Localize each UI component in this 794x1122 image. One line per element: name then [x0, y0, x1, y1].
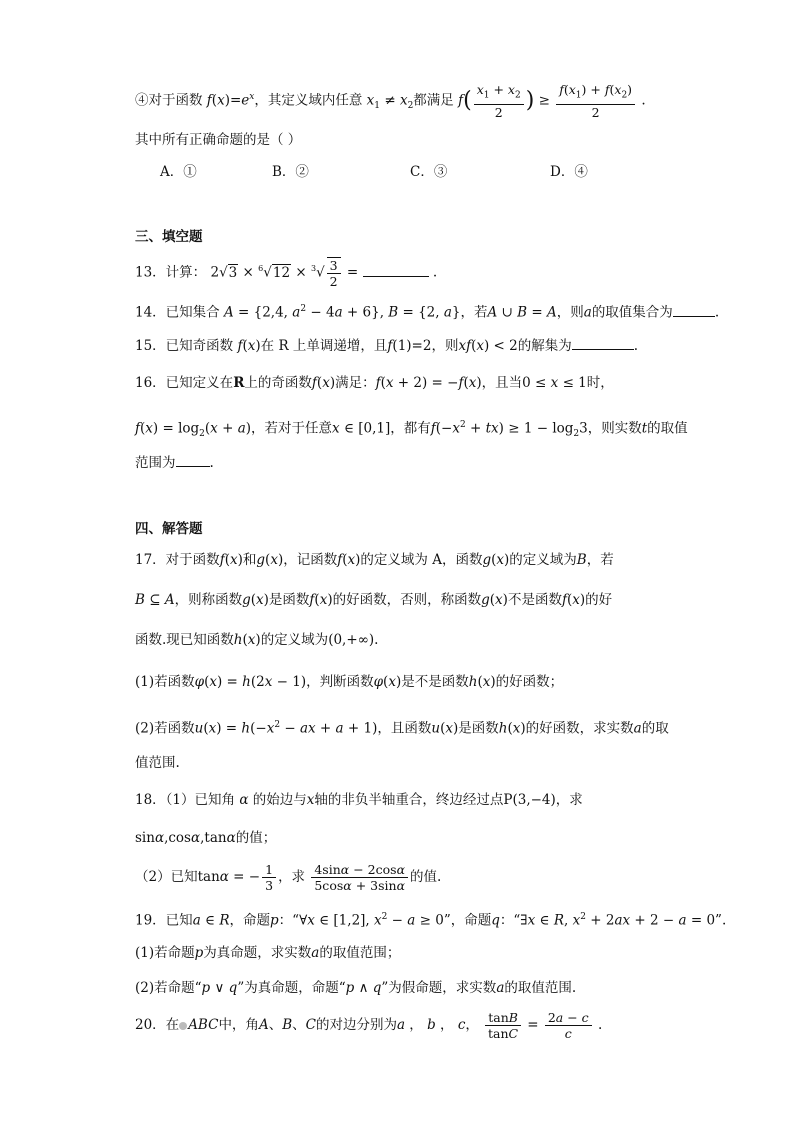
option-b[interactable]: B．②	[272, 164, 309, 180]
q12-question: 其中所有正确命题的是（ ）	[135, 132, 302, 148]
q15: 15．已知奇函数 f(x)在 R 上单调递增，且f(1)=2，则xf(x) < 2的解集为 .	[135, 338, 639, 354]
q20-line1: 20．在 ABC中，角A、B、C的对边分别为a ， b ， c， $\frac{\tan B}{\tan C}$ = $\frac{2a - c}{c}$ .	[135, 1010, 603, 1041]
q13: 13．计算： 2√3 × $^6$√12 × $^3$√ $\frac{3}{2}$ = .	[135, 258, 438, 289]
option-d[interactable]: D．④	[550, 164, 588, 180]
q18-line1: 18．（1）已知角 α 的始边与x轴的非负半轴重合，终边经过点P(3,−4)，求	[135, 792, 583, 808]
q12-statement-4: ④对于函数 $f(x)=e^x$，其定义域内任意 $x_1 \ne x_2$都满足 f( $\frac{x_1 + x_2}{2}$ ) ≥ $\frac{f(x_1) + f(x_2)}{2}$ .	[135, 82, 646, 120]
q17-part2-cont: 值范围.	[135, 755, 180, 771]
q18-line3: （2）已知tanα = − $\frac{1}{3}$ ，求 $\frac{4\sin\alpha - 2\cos\alpha}{5\cos\alpha + 3\sin\alpha}$ 的值.	[135, 862, 442, 893]
q19-line1: 19．已知a ∈ R，命题p：“∀x ∈ [1,2], $x^2 - a \ge 0$”，命题q：“∃x ∈ R, $x^2 + 2ax + 2 - a = 0$”.	[135, 912, 727, 929]
q12-options	[160, 160, 680, 180]
q19-part1: (1)若命题p为真命题，求实数a的取值范围；	[135, 945, 401, 961]
q19-part2: (2)若命题“p ∨ q”为真命题，命题“p ∧ q”为假命题，求实数a的取值范围.	[135, 980, 577, 996]
q17-part2: (2)若函数$u(x) = h(-x^2$ − ax + a + 1)，且函数u(x)是函数h(x)的好函数，求实数a的取	[135, 720, 669, 737]
q17-line3: 函数.现已知函数h(x)的定义域为(0,+∞).	[135, 632, 379, 648]
q16-line2: $f(x) = \log_2(x + a)$，若对于任意x ∈ [0,1]，都有$f(-x^2 + tx) \ge 1 - \log_23$，则实数t的取值	[135, 420, 688, 440]
q17-line1: 17．对于函数f(x)和g(x)，记函数f(x)的定义域为 A，函数g(x)的定义域为B，若	[135, 552, 614, 568]
section-4-title: 四、解答题	[135, 521, 203, 537]
q17-line2: B ⊆ A，则称函数g(x)是函数f(x)的好函数，否则，称函数g(x)不是函数f(x)的好	[135, 592, 613, 608]
q16-line3: 范围为 .	[135, 455, 214, 471]
option-a[interactable]: A．①	[160, 164, 197, 180]
triangle-icon	[179, 1022, 187, 1030]
option-c[interactable]: C．③	[410, 164, 448, 180]
q14: 14．已知集合 A = {2,4, $a^2 - 4a + 6$}, B = {2, a}，若A ∪ B = A，则a的取值集合为 .	[135, 304, 720, 321]
q18-line2: sinα,cosα,tanα的值；	[135, 830, 277, 846]
q16-line1: 16．已知定义在R上的奇函数f(x)满足：f(x + 2) = −f(x)，且当0 ≤ x ≤ 1时，	[135, 375, 614, 391]
section-3-title: 三、填空题	[135, 229, 203, 245]
q17-part1: (1)若函数φ(x) = h(2x − 1)，判断函数φ(x)是不是函数h(x)的好函数；	[135, 674, 564, 690]
